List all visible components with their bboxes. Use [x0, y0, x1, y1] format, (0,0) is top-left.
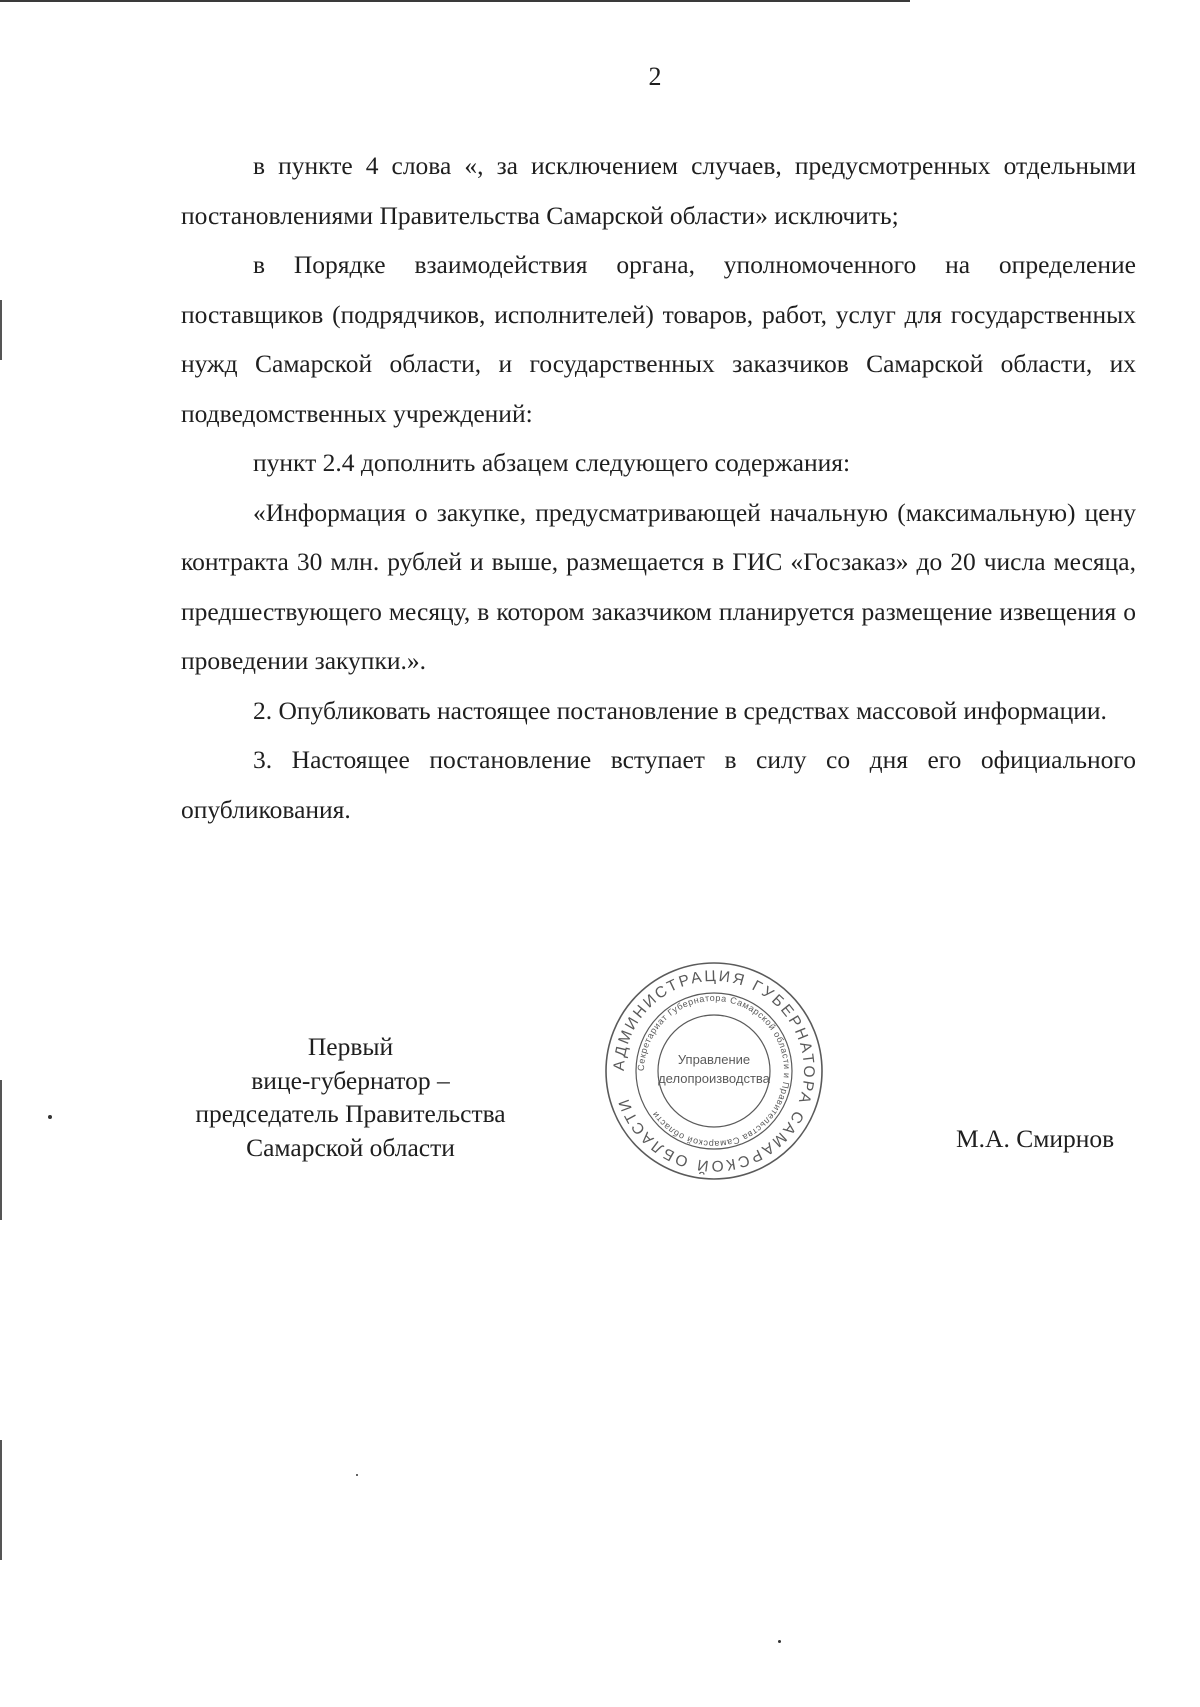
signer-title-line: вице-губернатор – — [251, 1065, 450, 1095]
stamp-inner-text: Секретариат Губернатора Самарской области и Правительства Самарской области — [635, 992, 793, 1150]
scan-speck — [48, 1115, 52, 1119]
scan-left-edge — [0, 1080, 2, 1220]
page-number: 2 — [648, 62, 662, 91]
stamp-outer-text: АДМИНИСТРАЦИЯ ГУБЕРНАТОРА САМАРСКОЙ ОБЛАСТИ — [610, 967, 818, 1175]
paragraph: в пункте 4 слова «, за исключением случаев, предусмотренных отдельными постановлениями Правительства Самарской области» исключить; — [181, 151, 1136, 230]
stamp-center-line: делопроизводства — [658, 1071, 770, 1086]
scan-left-edge — [0, 300, 2, 360]
signer-name: М.А. Смирнов — [956, 1124, 1115, 1153]
stamp-center-line: Управление — [677, 1052, 751, 1067]
signer-title-line: Первый — [307, 1032, 394, 1061]
paragraph: 2. Опубликовать настоящее постановление в средствах массовой информации. — [253, 695, 1107, 725]
scan-speck — [778, 1640, 781, 1643]
paragraph: пункт 2.4 дополнить абзацем следующего содержания: — [253, 448, 851, 477]
paragraph: 3. Настоящее постановление вступает в силу со дня его официального опубликования. — [181, 745, 1136, 824]
signer-title-line: председатель Правительства — [195, 1099, 506, 1128]
paragraph: «Информация о закупке, предусматривающей начальную (максимальную) цену контракта 30 млн. рублей и выше, размещается в ГИС «Госзаказ» до 20 числа месяца, предшествующего месяцу, в котором заказчиком планируется размещение извещения о проведении закупки.». — [181, 497, 1136, 675]
scan-top-border — [0, 0, 910, 2]
official-stamp — [602, 959, 826, 1183]
paragraph: в Порядке взаимодействия органа, уполномоченного на определение поставщиков (подрядчиков, исполнителей) товаров, работ, услуг для государственных нужд Самарской области, и государственных заказчиков Самарской области, их подведомственных учреждений: — [181, 250, 1136, 428]
signer-title-line: Самарской области — [246, 1132, 455, 1162]
signer-title — [168, 1030, 533, 1164]
scan-speck — [356, 1474, 358, 1476]
document-body — [181, 141, 1136, 834]
scan-left-edge — [0, 1440, 2, 1560]
